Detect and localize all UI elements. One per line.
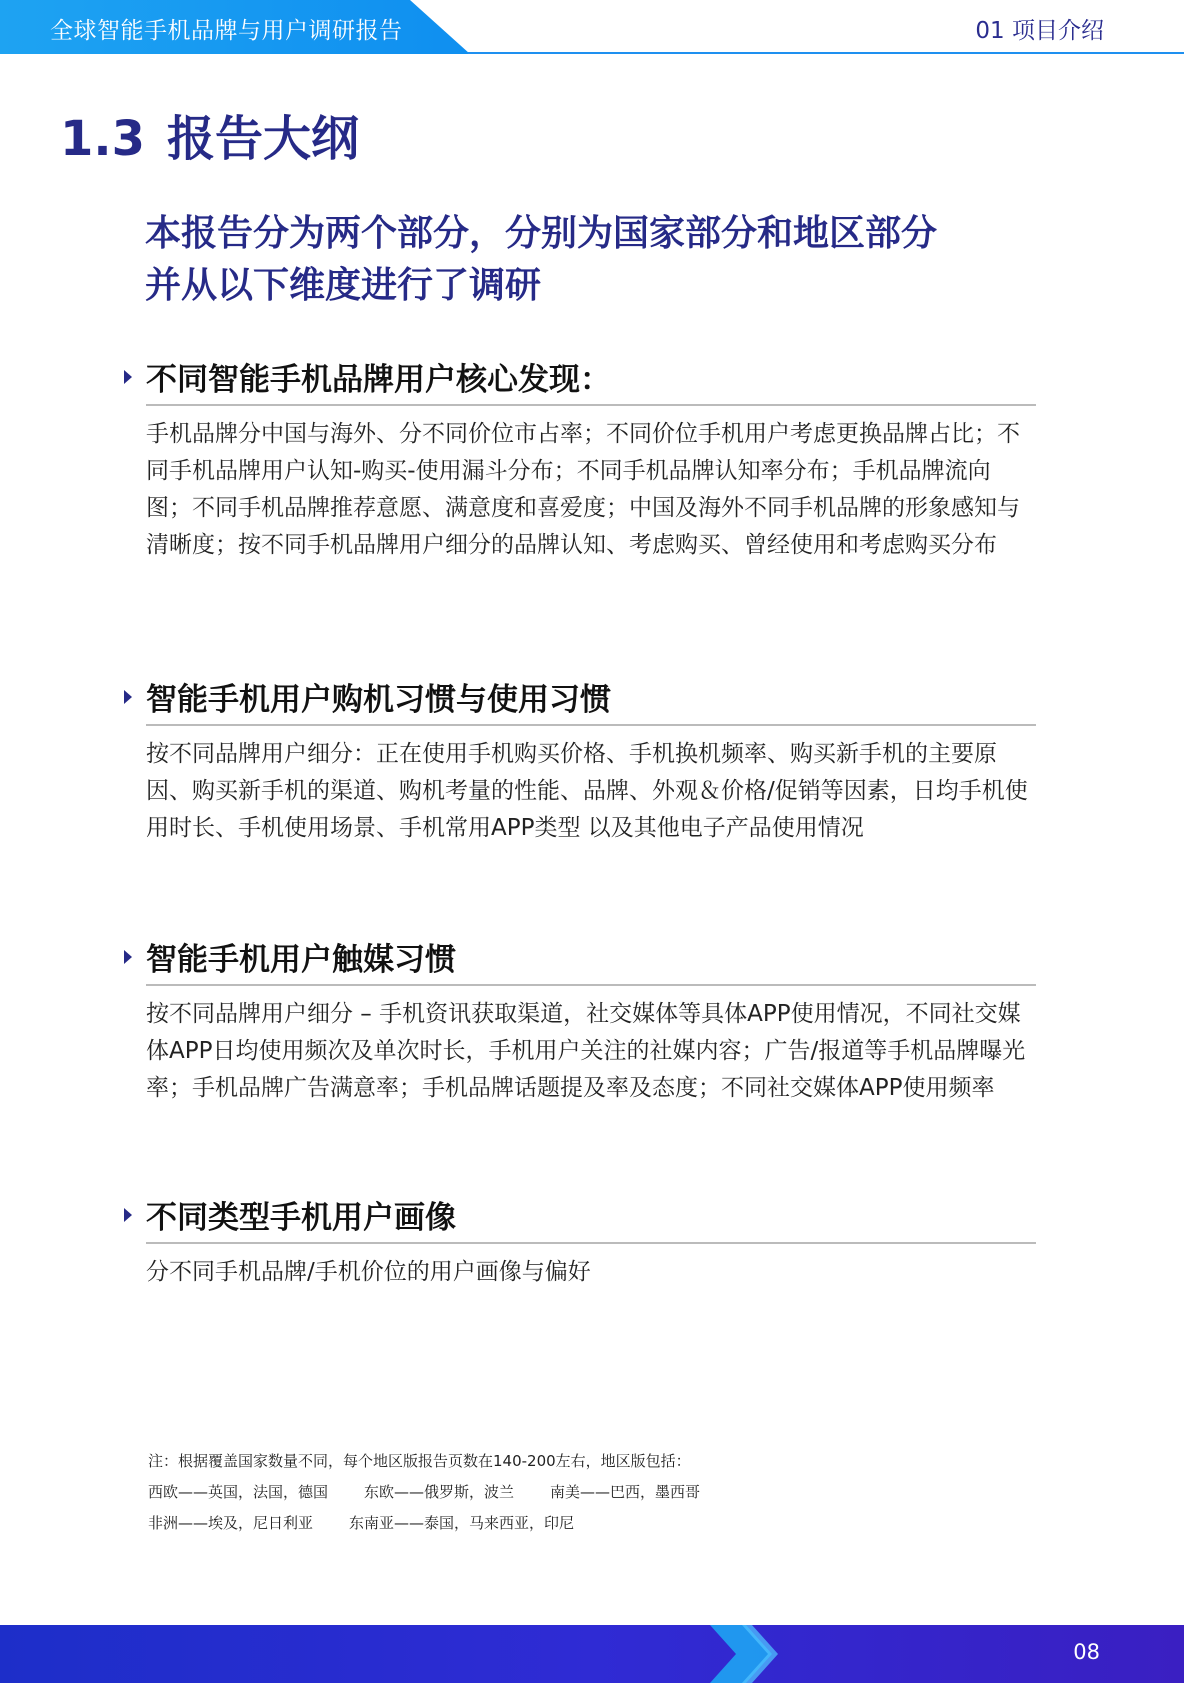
footer-band (0, 1625, 1184, 1683)
section-title: 不同类型手机用户画像 (146, 1200, 456, 1236)
region-item: 东欧——俄罗斯，波兰 (364, 1483, 515, 1501)
footnote-line: 注：根据覆盖国家数量不同，每个地区版报告页数在140-200左右，地区版包括： (148, 1452, 691, 1470)
section-label: 01 项目介绍 (975, 18, 1104, 44)
section-media-habits (120, 930, 1036, 1107)
header-divider (468, 52, 1184, 54)
triangle-bullet-icon (124, 950, 132, 964)
section-header (120, 930, 1036, 986)
section-user-profiles (120, 1188, 1036, 1291)
triangle-bullet-icon (124, 1208, 132, 1222)
section-header (120, 670, 1036, 726)
triangle-bullet-icon (124, 690, 132, 704)
region-item: 南美——巴西，墨西哥 (550, 1483, 701, 1501)
section-title: 智能手机用户触媒习惯 (146, 942, 456, 978)
section-purchase-habits (120, 670, 1036, 847)
section-divider (146, 724, 1036, 726)
intro-statement (145, 208, 937, 312)
page-title (60, 100, 359, 169)
section-divider (146, 984, 1036, 986)
footnote (148, 1446, 736, 1539)
section-body: 按不同品牌用户细分 – 手机资讯获取渠道，社交媒体等具体APP使用情况，不同社交媒体APP日均使用频次及单次时长，手机用户关注的社媒内容；广告/报道等手机品牌曝光率；手机品牌广告满意率；手机品牌话题提及率及态度；不同社交媒体APP使用频率 (146, 1001, 1026, 1101)
region-item: 西欧——英国，法国，德国 (148, 1483, 329, 1501)
intro-line-2: 并从以下维度进行了调研 (145, 265, 542, 306)
footnote-regions-row (148, 1477, 736, 1508)
section-title: 不同智能手机品牌用户核心发现： (146, 362, 611, 398)
page-title-number: 1.3 (60, 111, 146, 167)
region-item: 非洲——埃及，尼日利亚 (148, 1514, 314, 1532)
report-title: 全球智能手机品牌与用户调研报告 (50, 18, 403, 44)
region-item: 东南亚——泰国，马来西亚，印尼 (349, 1514, 575, 1532)
page-title-text: 报告大纲 (167, 111, 360, 167)
section-title: 智能手机用户购机习惯与使用习惯 (146, 682, 611, 718)
section-core-findings (120, 350, 1036, 564)
section-header (120, 350, 1036, 406)
section-body: 分不同手机品牌/手机价位的用户画像与偏好 (146, 1259, 591, 1285)
section-divider (146, 404, 1036, 406)
section-divider (146, 1242, 1036, 1244)
triangle-bullet-icon (124, 370, 132, 384)
section-header (120, 1188, 1036, 1244)
intro-line-1: 本报告分为两个部分，分别为国家部分和地区部分 (145, 213, 938, 254)
page-number: 08 (1073, 1640, 1100, 1664)
footnote-regions-row (148, 1508, 736, 1539)
section-body: 手机品牌分中国与海外、分不同价位市占率；不同价位手机用户考虑更换品牌占比；不同手机品牌用户认知-购买-使用漏斗分布；不同手机品牌认知率分布；手机品牌流向图；不同手机品牌推荐意愿、满意度和喜爱度；中国及海外不同手机品牌的形象感知与清晰度；按不同手机品牌用户细分的品牌认知、考虑购买、曾经使用和考虑购买分布 (146, 421, 1020, 558)
section-body: 按不同品牌用户细分：正在使用手机购买价格、手机换机频率、购买新手机的主要原因、购买新手机的渠道、购机考量的性能、品牌、外观＆价格/促销等因素，日均手机使用时长、手机使用场景、手机常用APP类型 以及其他电子产品使用情况 (146, 741, 1028, 841)
